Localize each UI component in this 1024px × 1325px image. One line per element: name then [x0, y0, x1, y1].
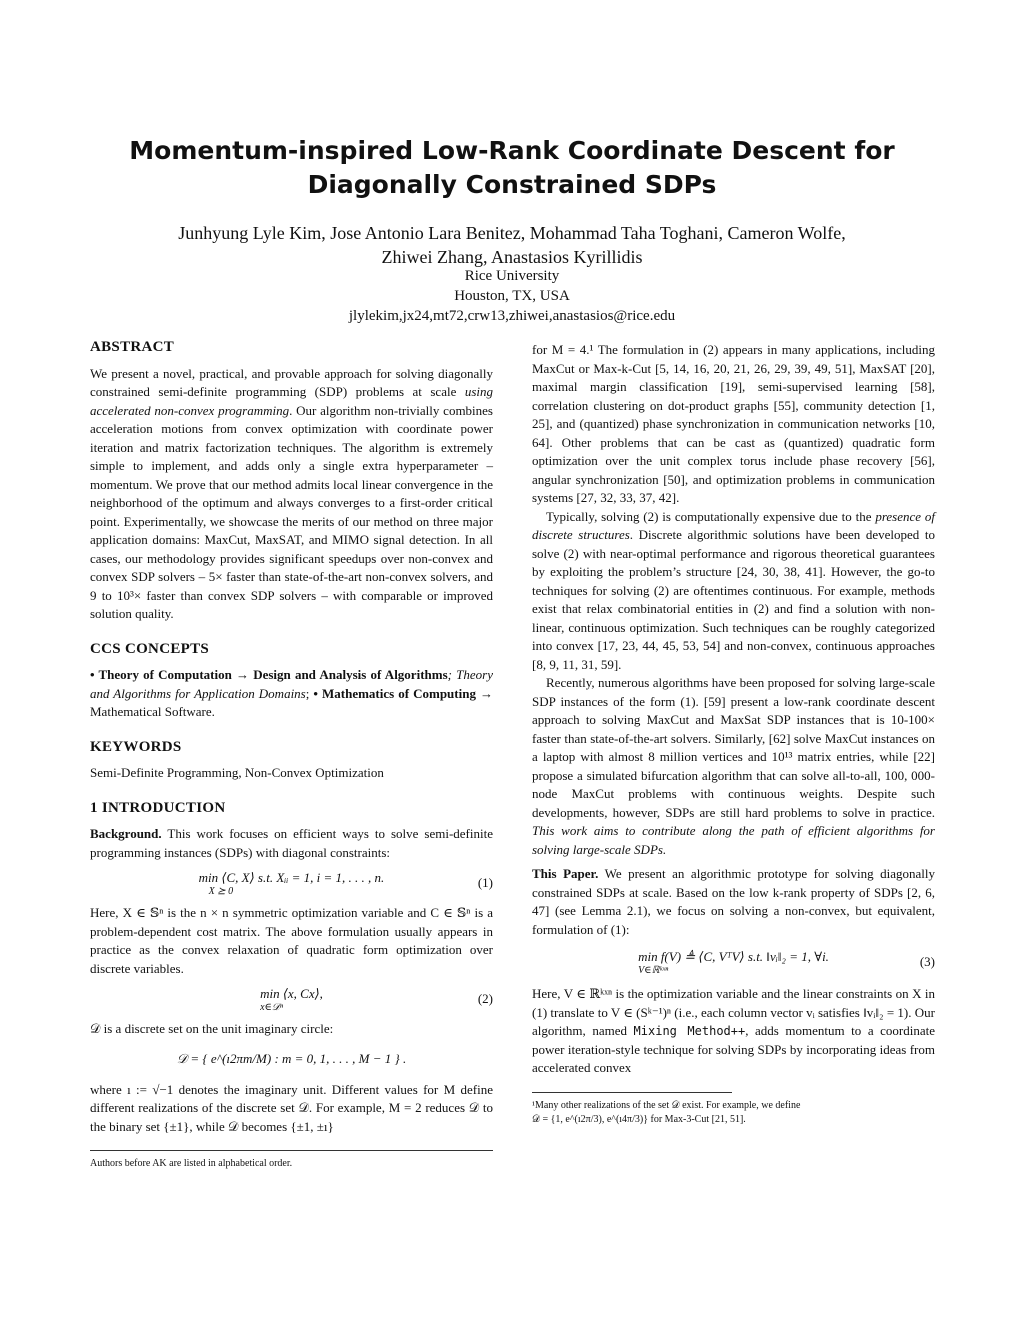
recent-work-paragraph: Recently, numerous algorithms have been proposed for solving large-scale SDP instances of the form (1). [59] present a low-rank coordinate descent approach to solving MaxCut and MaxSat SDP instances that is 10-100× faster than state-of-the-art solvers. Similarly, [62] solve MaxCut instances on a laptop with almost 8 million vertices and 10¹³ matrix entries, while [22] propose a simulated bifurcation algorithm that can solve all-to-all, 100, 000-node MaxCut problems with continuous weights. Despite such developments, however, SDPs are still hard problems to solve in practice. This work aims to contribute along the path of efficient algorithms for solving large-scale SDPs. [532, 675, 935, 857]
equation-2-subscript: x∈𝒟ⁿ [260, 1002, 284, 1014]
ccs-text: • Theory of Computation → Design and Analysis of Algorithms; Theory and Algorithms for Application Domains; • Mathematics of Computing → Mathematical Software. [90, 667, 493, 719]
title-line-2: Diagonally Constrained SDPs [307, 170, 717, 199]
equation-1 [90, 870, 493, 896]
equation-2 [90, 986, 493, 1012]
background-paragraph: Background. This work focuses on efficient ways to solve semi-definite programming instances (SDPs) with diagonal constraints: [90, 826, 493, 860]
affiliation [0, 266, 1024, 326]
introduction-heading: 1 INTRODUCTION [90, 799, 226, 816]
ccs-heading: CCS CONCEPTS [90, 640, 210, 657]
right-column [532, 341, 935, 1127]
equation-1-number: (1) [477, 874, 493, 890]
authors-line-2: Zhiwei Zhang, Anastasios Kyrillidis [381, 247, 643, 267]
authors-line-1: Junhyung Lyle Kim, Jose Antonio Lara Benitez, Mohammad Taha Toghani, Cameron Wolfe, [178, 223, 846, 243]
footnote-rule-right [532, 1092, 732, 1093]
author-footnote: Authors before AK are listed in alphabetical order. [90, 1158, 293, 1169]
abstract-text: We present a novel, practical, and provable approach for solving diagonally constrained semi-definite programming (SDP) problems at scale using accelerated non-convex programming. Our algorithm non-trivially combines acceleration motions from convex optimization with coordinate power iteration and matrix factorization techniques. The algorithm is extremely simple to implement, and adds only a single extra hyperparameter – momentum. We prove that our method admits local linear convergence in the neighborhood of the optimum and always converges to a first-order critical point. Experimentally, we showcase the merits of our method on three major application domains: MaxCut, MaxSAT, and MIMO signal detection. In all cases, our methodology provides significant speedups over non-convex and convex SDP solvers – 5× faster than state-of-the-art non-convex solvers, and 9 to 10³× faster than convex SDP solvers – with comparable or improved solution quality. [90, 365, 493, 621]
applications-paragraph: for M = 4.¹ The formulation in (2) appears in many applications, including MaxCut or Max-k-Cut [5, 14, 16, 20, 21, 26, 29, 39, 49, 51], MaxSAT [20], maximal margin classification [19], semi-supervised learning [58], correlation clustering on dot-product graphs [55], community detection [1, 25], and (quantized) phase synchronization in communication networks [10, 64]. Other problems that can be cast as (quantized) quadratic form optimization over the unit complex torus include phase recovery [56], angular synchronization [50], and optimization problems in communication systems [27, 32, 33, 37, 42]. [532, 342, 935, 505]
discrete-structures-paragraph: Typically, solving (2) is computationally expensive due to the presence of discrete structures. Discrete algorithmic solutions have been developed to solve (2) with near-optimal performance and rigorous theoretical guarantees by exploiting the problem’s structure [24, 30, 38, 41]. However, the go-to techniques for solving (2) are oftentimes continuous. For example, methods exist that relax combinatorial entities in (2) and find a solution with non-linear, continuous optimization. Such techniques can be roughly categorized into convex [17, 23, 44, 45, 53, 54] and non-convex, continuous approaches [8, 9, 11, 31, 59]. [532, 508, 936, 672]
equation-3-number: (3) [919, 953, 935, 969]
equation-1-subscript: X ⪰ 0 [208, 886, 234, 898]
equation-1-body: min ⟨C, X⟩ s.t. Xᵢᵢ = 1, i = 1, . . . , n. [198, 869, 385, 885]
equation-3-subscript: V∈ℝᵏˣⁿ [638, 965, 669, 977]
footnote-rule [90, 1150, 493, 1151]
definition-paragraph: Here, X ∈ 𝕊ⁿ is the n × n symmetric optimization variable and C ∈ 𝕊ⁿ is a problem-dependent cost matrix. The above formulation usually appears in practice as the convex relaxation of quadratic form optimization over discrete variables. [90, 905, 493, 976]
keywords-text: Semi-Definite Programming, Non-Convex Optimization [90, 765, 384, 780]
imaginary-unit-paragraph: where ı := √−1 denotes the imaginary unit. Different values for M define different realizations of the discrete set 𝒟. For example, M = 2 reduces 𝒟 to the binary set {±1}, while 𝒟 becomes {±1, ±ı} [90, 1081, 493, 1134]
location: Houston, TX, USA [454, 288, 570, 304]
equation-3 [532, 949, 935, 975]
algorithm-paragraph: Here, V ∈ ℝᵏˣⁿ is the optimization variable and the linear constraints on X in (1) translate to V ∈ (Sᵏ⁻¹)ⁿ (i.e., each column vector vᵢ satisfies ‖vᵢ‖₂ = 1). Our algorithm, named Mixing Method++, adds momentum to a coordinate power iteration-style technique for solving SDPs by incorporating ideas from accelerated convex [532, 986, 935, 1075]
paper-title [0, 134, 1024, 202]
this-paper-paragraph: This Paper. We present an algorithmic prototype for solving diagonally constrained SDPs at scale. Based on the low k-rank property of SDPs [2, 6, 47] (see Lemma 2.1), we focus on solving a non-convex, but equivalent, formulation of (1): [532, 866, 935, 937]
realizations-footnote: ¹Many other realizations of the set 𝒟 exist. For example, we define 𝒟 = {1, e^(ı2π/3), e^(ı4π/3)} for Max-3-Cut [21, 51]. [532, 1099, 801, 1125]
keywords-heading: KEYWORDS [90, 738, 182, 755]
equation-3-body: min f(V) ≜ ⟨C, VᵀV⟩ s.t. ‖vᵢ‖₂ = 1, ∀i. [638, 948, 829, 964]
abstract-heading: ABSTRACT [90, 339, 175, 355]
left-column [90, 338, 493, 1171]
equation-2-number: (2) [477, 990, 493, 1006]
author-list [0, 221, 1024, 269]
equation-2-body: min ⟨x, Cx⟩, [260, 985, 323, 1001]
discrete-set-paragraph: 𝒟 is a discrete set on the unit imaginary circle: [90, 1021, 334, 1036]
equation-discrete-set [90, 1047, 493, 1073]
institution: Rice University [464, 268, 560, 284]
equation-discrete-set-body: 𝒟 = { e^(ı2πm/M) : m = 0, 1, . . . , M − 1 } . [176, 1051, 407, 1067]
emails: jlylekim,jx24,mt72,crw13,zhiwei,anastasios@rice.edu [348, 308, 676, 324]
title-line-1: Momentum-inspired Low-Rank Coordinate Descent for [129, 136, 895, 165]
algorithm-name: Mixing Method++ [633, 1024, 746, 1038]
